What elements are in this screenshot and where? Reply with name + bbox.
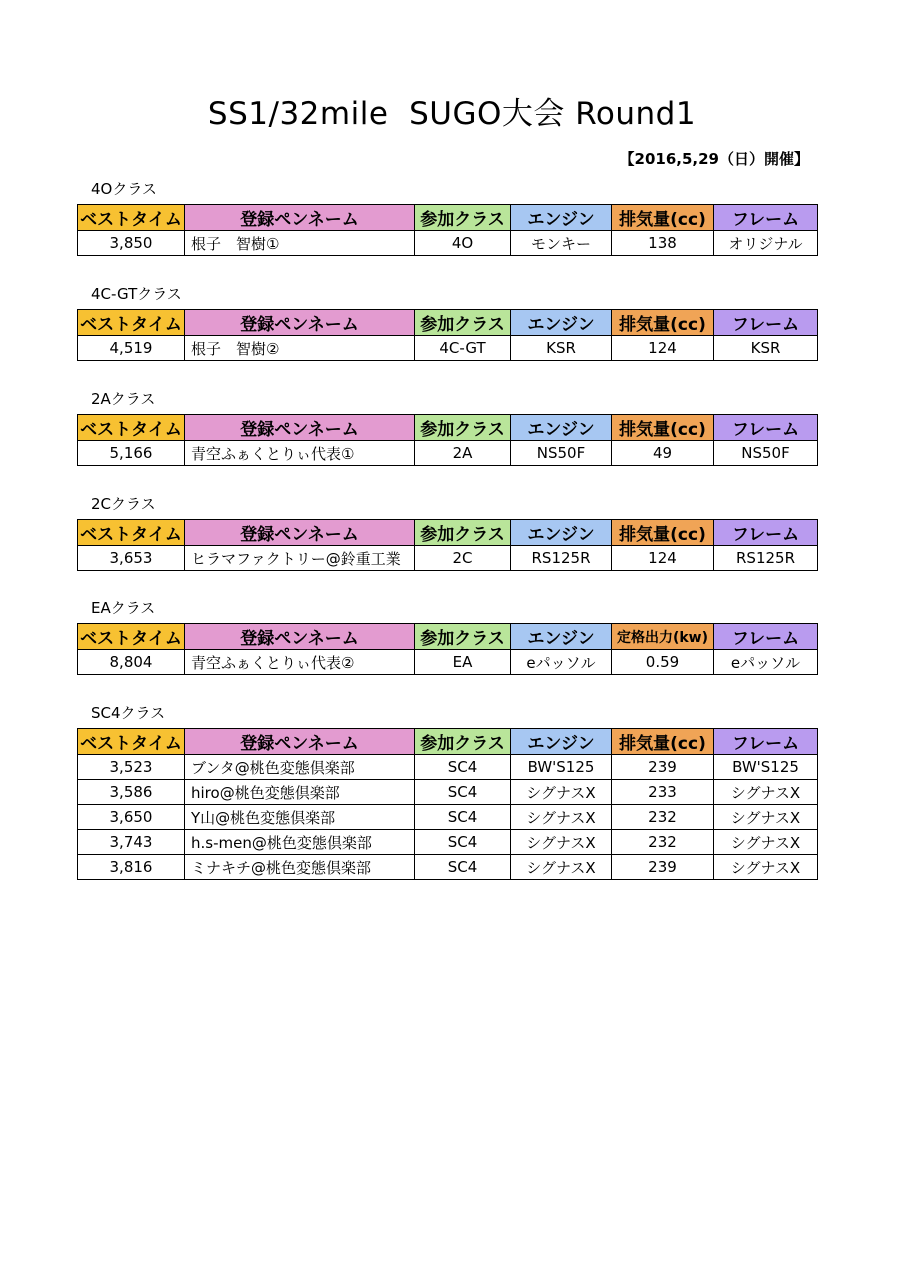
- header-entry-class: 参加クラス: [415, 520, 511, 546]
- header-engine: エンジン: [511, 624, 612, 650]
- class-section: [77, 599, 817, 675]
- section-title: SC4クラス: [91, 704, 166, 722]
- table-row: [78, 780, 818, 805]
- cell-engine: BW'S125: [511, 755, 612, 780]
- class-section: [77, 390, 817, 466]
- header-row: [78, 415, 818, 441]
- header-frame: フレーム: [714, 205, 818, 231]
- cell-pen-name: 根子 智樹②: [185, 336, 415, 361]
- class-section: [77, 495, 817, 571]
- cell-frame: NS50F: [714, 441, 818, 466]
- header-entry-class: 参加クラス: [415, 310, 511, 336]
- event-date: 【2016,5,29（日）開催】: [619, 150, 809, 168]
- table-row: [78, 830, 818, 855]
- cell-entry-class: 2A: [415, 441, 511, 466]
- cell-engine: シグナスX: [511, 830, 612, 855]
- header-row: [78, 520, 818, 546]
- header-pen-name: 登録ペンネーム: [185, 415, 415, 441]
- table-row: [78, 336, 818, 361]
- cell-displacement: 233: [612, 780, 714, 805]
- cell-displacement: 232: [612, 830, 714, 855]
- cell-best-time: 8,804: [78, 650, 185, 675]
- cell-displacement: 49: [612, 441, 714, 466]
- header-best-time: ベストタイム: [78, 205, 185, 231]
- results-table: [77, 309, 818, 361]
- header-engine: エンジン: [511, 520, 612, 546]
- cell-frame: eパッソル: [714, 650, 818, 675]
- table-row: [78, 805, 818, 830]
- cell-frame: シグナスX: [714, 830, 818, 855]
- cell-entry-class: 4C-GT: [415, 336, 511, 361]
- header-frame: フレーム: [714, 310, 818, 336]
- header-best-time: ベストタイム: [78, 310, 185, 336]
- cell-pen-name: Y山@桃色変態倶楽部: [185, 805, 415, 830]
- header-engine: エンジン: [511, 415, 612, 441]
- results-table: [77, 204, 818, 256]
- header-entry-class: 参加クラス: [415, 415, 511, 441]
- section-title: EAクラス: [91, 599, 156, 617]
- cell-pen-name: h.s-men@桃色変態倶楽部: [185, 830, 415, 855]
- cell-best-time: 4,519: [78, 336, 185, 361]
- header-frame: フレーム: [714, 624, 818, 650]
- cell-entry-class: EA: [415, 650, 511, 675]
- cell-engine: シグナスX: [511, 780, 612, 805]
- cell-best-time: 3,650: [78, 805, 185, 830]
- cell-best-time: 3,743: [78, 830, 185, 855]
- class-section: [77, 180, 817, 256]
- header-pen-name: 登録ペンネーム: [185, 729, 415, 755]
- cell-best-time: 3,816: [78, 855, 185, 880]
- table-row: [78, 231, 818, 256]
- header-entry-class: 参加クラス: [415, 729, 511, 755]
- header-displacement: 排気量(cc): [612, 520, 714, 546]
- cell-frame: シグナスX: [714, 780, 818, 805]
- cell-engine: NS50F: [511, 441, 612, 466]
- header-row: [78, 205, 818, 231]
- cell-pen-name: ヒラマファクトリー@鈴重工業: [185, 546, 415, 571]
- header-pen-name: 登録ペンネーム: [185, 205, 415, 231]
- cell-engine: シグナスX: [511, 855, 612, 880]
- header-engine: エンジン: [511, 205, 612, 231]
- class-section: [77, 704, 817, 880]
- table-row: [78, 441, 818, 466]
- section-title: 4C-GTクラス: [91, 285, 182, 303]
- header-displacement: 排気量(cc): [612, 205, 714, 231]
- page-title: SS1/32mile SUGO大会 Round1: [207, 96, 697, 132]
- table-row: [78, 855, 818, 880]
- header-displacement: 排気量(cc): [612, 310, 714, 336]
- cell-frame: RS125R: [714, 546, 818, 571]
- cell-best-time: 5,166: [78, 441, 185, 466]
- section-title: 2Cクラス: [91, 495, 156, 513]
- cell-engine: シグナスX: [511, 805, 612, 830]
- cell-entry-class: SC4: [415, 780, 511, 805]
- cell-entry-class: 2C: [415, 546, 511, 571]
- cell-displacement: 124: [612, 546, 714, 571]
- cell-best-time: 3,523: [78, 755, 185, 780]
- class-section: [77, 285, 817, 361]
- table-row: [78, 650, 818, 675]
- cell-engine: eパッソル: [511, 650, 612, 675]
- header-frame: フレーム: [714, 729, 818, 755]
- cell-entry-class: SC4: [415, 755, 511, 780]
- header-best-time: ベストタイム: [78, 520, 185, 546]
- cell-best-time: 3,653: [78, 546, 185, 571]
- results-table: [77, 519, 818, 571]
- cell-best-time: 3,586: [78, 780, 185, 805]
- header-pen-name: 登録ペンネーム: [185, 310, 415, 336]
- header-engine: エンジン: [511, 729, 612, 755]
- header-displacement: 排気量(cc): [612, 729, 714, 755]
- header-entry-class: 参加クラス: [415, 624, 511, 650]
- cell-entry-class: 4O: [415, 231, 511, 256]
- cell-displacement: 0.59: [612, 650, 714, 675]
- header-row: [78, 624, 818, 650]
- cell-frame: シグナスX: [714, 805, 818, 830]
- cell-engine: RS125R: [511, 546, 612, 571]
- cell-displacement: 124: [612, 336, 714, 361]
- cell-frame: オリジナル: [714, 231, 818, 256]
- cell-pen-name: 青空ふぁくとりぃ代表②: [185, 650, 415, 675]
- header-displacement: 定格出力(kw): [612, 624, 714, 650]
- header-frame: フレーム: [714, 415, 818, 441]
- cell-entry-class: SC4: [415, 805, 511, 830]
- cell-pen-name: ブンタ@桃色変態倶楽部: [185, 755, 415, 780]
- cell-frame: KSR: [714, 336, 818, 361]
- section-title: 2Aクラス: [91, 390, 156, 408]
- cell-entry-class: SC4: [415, 830, 511, 855]
- table-row: [78, 755, 818, 780]
- header-frame: フレーム: [714, 520, 818, 546]
- header-displacement: 排気量(cc): [612, 415, 714, 441]
- header-entry-class: 参加クラス: [415, 205, 511, 231]
- cell-engine: KSR: [511, 336, 612, 361]
- cell-entry-class: SC4: [415, 855, 511, 880]
- header-row: [78, 729, 818, 755]
- cell-displacement: 232: [612, 805, 714, 830]
- cell-pen-name: ミナキチ@桃色変態倶楽部: [185, 855, 415, 880]
- cell-best-time: 3,850: [78, 231, 185, 256]
- header-best-time: ベストタイム: [78, 624, 185, 650]
- cell-displacement: 138: [612, 231, 714, 256]
- header-row: [78, 310, 818, 336]
- results-table: [77, 623, 818, 675]
- header-pen-name: 登録ペンネーム: [185, 520, 415, 546]
- cell-displacement: 239: [612, 755, 714, 780]
- header-best-time: ベストタイム: [78, 415, 185, 441]
- section-title: 4Oクラス: [91, 180, 157, 198]
- cell-engine: モンキー: [511, 231, 612, 256]
- table-row: [78, 546, 818, 571]
- cell-displacement: 239: [612, 855, 714, 880]
- cell-pen-name: 根子 智樹①: [185, 231, 415, 256]
- cell-pen-name: hiro@桃色変態倶楽部: [185, 780, 415, 805]
- results-table: [77, 728, 818, 880]
- header-engine: エンジン: [511, 310, 612, 336]
- results-table: [77, 414, 818, 466]
- cell-pen-name: 青空ふぁくとりぃ代表①: [185, 441, 415, 466]
- header-pen-name: 登録ペンネーム: [185, 624, 415, 650]
- cell-frame: BW'S125: [714, 755, 818, 780]
- header-best-time: ベストタイム: [78, 729, 185, 755]
- cell-frame: シグナスX: [714, 855, 818, 880]
